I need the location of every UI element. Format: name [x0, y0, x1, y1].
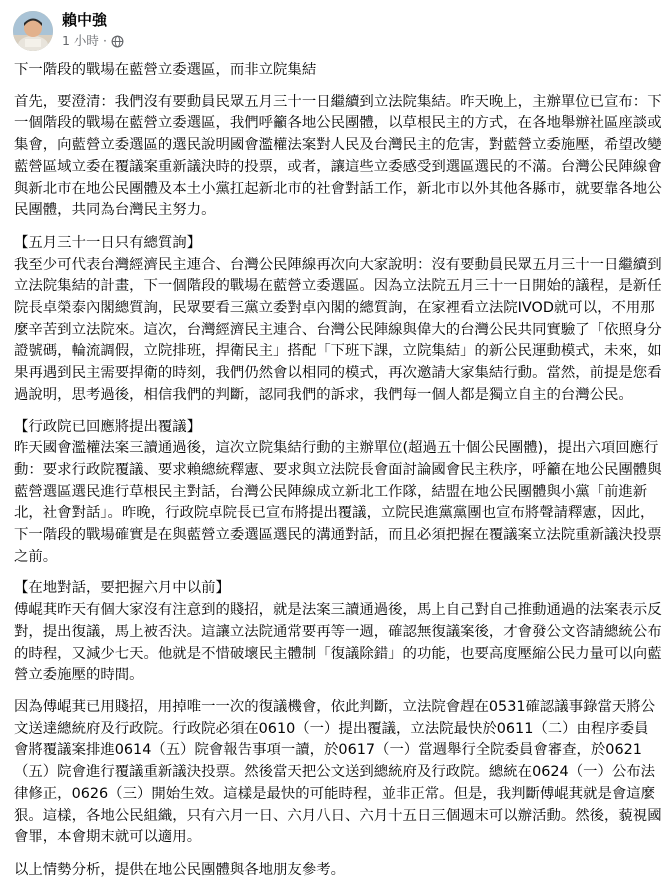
post-paragraph: 因為傅崐萁已用賤招，用掉唯一一次的復議機會，依此判斷，立法院會趕在0531確認議事錄當天將公文送達總統府及行政院。行政院必須在0610（一）提出覆議，立法院最快於0611（二）由程序委員會將覆議案排進0614（五）院會報告事項一讀，於0617（一）當週舉行全院委員會審查，於0621（五）院會進行覆議重新議決投票。然後當天把公文送到總統府及行政院。總統在0624（一）公布法律修正，0626（三）開始生效。這樣是最快的可能時程，並非正常。但是，我判斷傅崐萁就是會這麼狠。這樣，各地公民組織，只有六月一日、六月八日、六月十五日三個週末可以辦活動。然後，藐視國會罪，本會期末就可以適用。: [14, 698, 662, 846]
post-header: [0, 0, 672, 56]
post-meta: [62, 33, 124, 49]
section-heading: 【在地對話，要把握六月中以前】: [14, 580, 230, 597]
section-heading: 【行政院已回應將提出覆議】: [14, 418, 202, 435]
section-heading: 【五月三十一日只有總質詢】: [14, 234, 202, 251]
avatar[interactable]: [13, 11, 53, 51]
section-body: 我至少可代表台灣經濟民主連合、台灣公民陣線再次向大家說明：沒有要動員民眾五月三十一日繼續到立法院集結的計畫，下一個階段的戰場在藍營立委選區。因為立法院五月三十一日開始的議程，是新任院長卓榮泰內閣總質詢，民眾要看三黨立委對卓內閣的總質詢，在家裡看立法院IVOD就可以，不用那麼辛苦到立法院來。這次，台灣經濟民主連合、台灣公民陣線與偉大的台灣公民共同實驗了「依照身分證號碼，輪流調假，立院排班，捍衛民主」搭配「下班下課，立院集結」的新公民運動模式，未來，如果再遇到民主需要捍衛的時刻，我們仍然會以相同的模式，再次邀請大家集結行動。當然，前提是您看過說明，思考過後，相信我們的判斷，認同我們的訴求，我們每一個人都是獨立自主的台灣公民。: [14, 256, 662, 403]
section-body: 昨天國會濫權法案三讀通過後，這次立院集結行動的主辦單位(超過五十個公民團體)，提出六項回應行動：要求行政院覆議、要求賴總統釋憲、要求與立法院長會面討論國會民主秩序，呼籲在地公民團體與藍營選區選民進行草根民主對話，台灣公民陣線成立新北工作隊，結盟在地公民團體與小黨「前進新北，社會對話」。昨晚，行政院卓院長已宣布將提出覆議，立院民進黨黨團也宣布將聲請釋憲，因此，下一階段的戰場確實是在與藍營立委選區選民的溝通對話，而且必須把握在覆議案立法院重新議決投票之前。: [14, 440, 662, 565]
meta-separator: ·: [102, 33, 107, 48]
post-paragraph: 首先，要澄清：我們沒有要動員民眾五月三十一日繼續到立法院集結。昨天晚上，主辦單位已宣布：下一個階段的戰場在藍營立委選區，我們呼籲各地公民團體，以草根民主的方式，在各地舉辦社區座談或集會，向藍營立委選區的選民說明國會濫權法案對人民及台灣民主的危害，對藍營立委施壓，希望改變藍營區域立委在覆議案重新議決時的投票，或者，讓這些立委感受到選區選民的不滿。台灣公民陣線會與新北市在地公民團體及本土小黨扛起新北市的社會對話工作，新北市以外其他各縣市，就要靠各地公民團體，共同為台灣民主努力。: [14, 93, 662, 219]
post-title: 下一階段的戰場在藍營立委選區，而非立院集結: [14, 62, 317, 78]
author-name[interactable]: 賴中強: [62, 11, 108, 29]
post-timestamp[interactable]: 1 小時: [62, 33, 99, 48]
post-paragraph: 以上情勢分析，提供在地公民團體與各地朋友參考。: [14, 861, 345, 878]
globe-icon[interactable]: [111, 35, 124, 48]
post-body: [14, 60, 662, 893]
profile-photo: [13, 11, 53, 51]
section-body: 傅崐萁昨天有個大家沒有注意到的賤招，就是法案三讀通過後，馬上自己對自己推動通過的法案表示反對，提出復議，馬上被否決。這讓立法院通常要再等一週，確認無復議案後，才會發公文咨請總統公布的時程，又減少七天。他就是不惜破壞民主體制「復議除錯」的功能，也要高度壓縮公民力量可以向藍營立委施壓的時間。: [14, 602, 662, 684]
